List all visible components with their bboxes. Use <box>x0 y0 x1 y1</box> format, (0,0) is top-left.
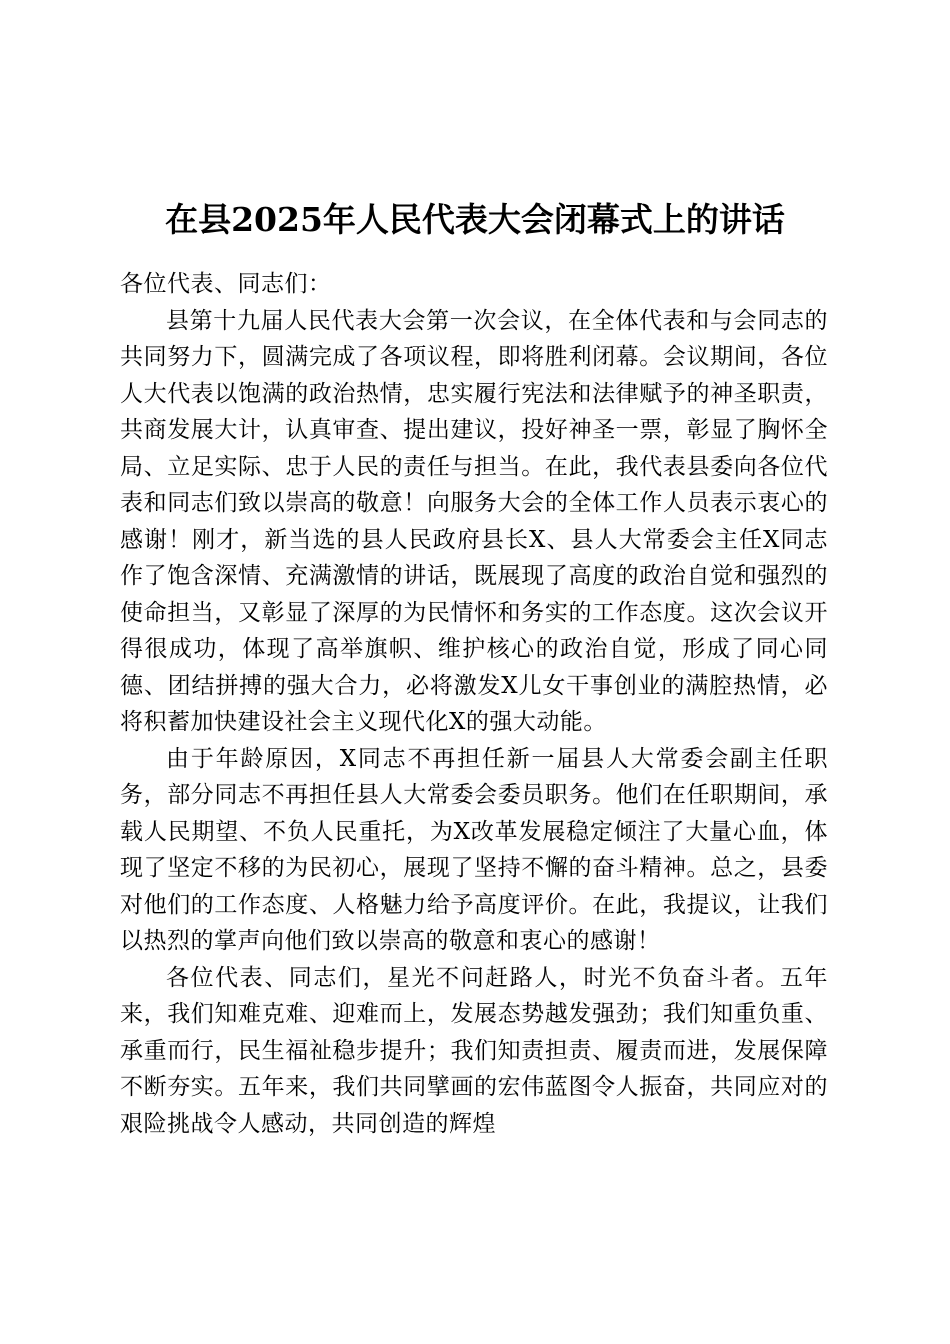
paragraph-2: 由于年龄原因，X同志不再担任新一届县人大常委会副主任职务，部分同志不再担任县人大常委会委员职务。他们在任职期间，承载人民期望、不负人民重托，为X改革发展稳定倾注了大量心血，体现了坚定不移的为民初心，展现了坚持不懈的奋斗精神。总之，县委对他们的工作态度、人格魅力给予高度评价。在此，我提议，让我们以热烈的掌声向他们致以崇高的敬意和衷心的感谢！ <box>120 745 828 954</box>
salutation: 各位代表、同志们： <box>120 271 332 297</box>
paragraph-1: 县第十九届人民代表大会第一次会议，在全体代表和与会同志的共同努力下，圆满完成了各项议程，即将胜利闭幕。会议期间，各位人大代表以饱满的政治热情，忠实履行宪法和法律赋予的神圣职责，共商发展大计，认真审查、提出建议，投好神圣一票，彰显了胸怀全局、立足实际、忠于人民的责任与担当。在此，我代表县委向各位代表和同志们致以崇高的敬意！向服务大会的全体工作人员表示衷心的感谢！刚才，新当选的县人民政府县长X、县人大常委会主任X同志作了饱含深情、充满激情的讲话，既展现了高度的政治自觉和强烈的使命担当，又彰显了深厚的为民情怀和务实的工作态度。这次会议开得很成功，体现了高举旗帜、维护核心的政治自觉，形成了同心同德、团结拼搏的强大合力，必将激发X儿女干事创业的满腔热情，必将积蓄加快建设社会主义现代化X的强大动能。 <box>120 307 828 735</box>
paragraph-3: 各位代表、同志们，星光不问赶路人，时光不负奋斗者。五年来，我们知难克难、迎难而上，发展态势越发强劲；我们知重负重、承重而行，民生福祉稳步提升；我们知责担责、履责而进，发展保障不断夯实。五年来，我们共同擘画的宏伟蓝图令人振奋，共同应对的艰险挑战令人感动，共同创造的辉煌 <box>120 964 828 1137</box>
document-body <box>120 266 828 1142</box>
document-title: 在县2025年人民代表大会闭幕式上的讲话 <box>165 200 785 239</box>
